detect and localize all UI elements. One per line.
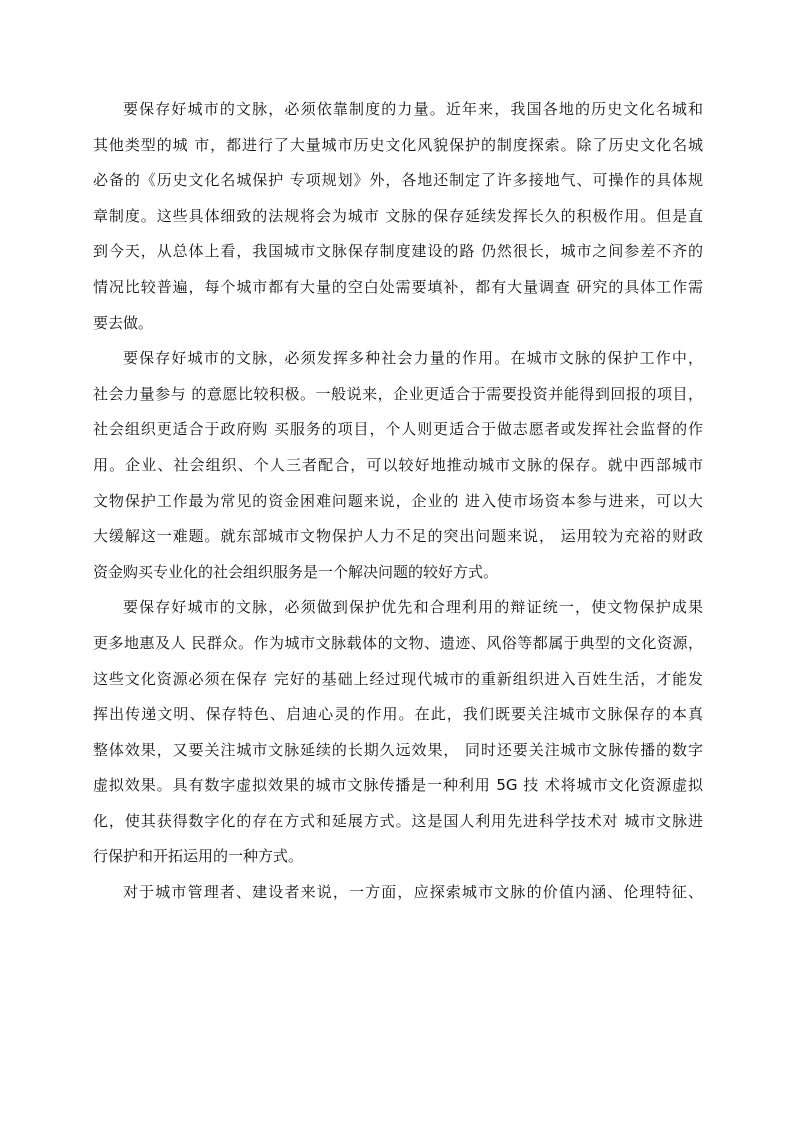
article-body — [93, 92, 703, 911]
text-line: 化，使其获得数字化的存在方式和延展方式。这是国人利用先进科学技术对 城市文脉进 — [93, 811, 703, 830]
text-line: 文物保护工作最为常见的资金困难问题来说，企业的 进入使市场资本参与进来，可以大 — [93, 491, 703, 510]
text-line: 更多地惠及人 民群众。作为城市文脉载体的文物、遗迹、风俗等都属于典型的文化资源， — [93, 633, 703, 652]
text-line: 社会组织更适合于政府购 买服务的项目，个人则更适合于做志愿者或发挥社会监督的作 — [93, 420, 703, 439]
text-line: 社会力量参与 的意愿比较积极。一般说来，企业更适合于需要投资并能得到回报的项目， — [93, 384, 703, 403]
text-line: 对于城市管理者、建设者来说，一方面，应探索城市文脉的价值内涵、伦理特征、 — [123, 883, 703, 902]
text-line: 虚拟效果。具有数字虚拟效果的城市文脉传播是一种利用 5G 技 术将城市文化资源虚拟 — [93, 776, 703, 795]
text-line: 行保护和开拓运用的一种方式。 — [93, 847, 304, 866]
paragraph-managers — [93, 875, 703, 911]
text-line: 资金购买专业化的社会组织服务是一个解决问题的较好方式。 — [93, 562, 499, 581]
text-line: 要保存好城市的文脉，必须发挥多种社会力量的作用。在城市文脉的保护工作中， — [123, 349, 703, 368]
text-line: 挥出传递文明、保存特色、启迪心灵的作用。在此，我们既要关注城市文脉保存的本真 — [93, 705, 703, 724]
text-line: 要保存好城市的文脉，必须做到保护优先和合理利用的辩证统一，使文物保护成果 — [123, 598, 703, 617]
paragraph-institutions — [93, 92, 703, 341]
text-line: 大缓解这一难题。就东部城市文物保护人力不足的突出问题来说， 运用较为充裕的财政 — [93, 527, 703, 546]
paragraph-protection-use — [93, 590, 703, 875]
text-line: 其他类型的城 市，都进行了大量城市历史文化风貌保护的制度探索。除了历史文化名城 — [93, 135, 703, 154]
text-line: 用。企业、社会组织、个人三者配合，可以较好地推动城市文脉的保存。就中西部城市 — [93, 455, 703, 474]
text-line: 整体效果，又要关注城市文脉延续的长期久远效果， 同时还要关注城市文脉传播的数字 — [93, 740, 703, 759]
text-line: 必备的《历史文化名城保护 专项规划》外，各地还制定了许多接地气、可操作的具体规 — [93, 171, 703, 190]
text-line: 要保存好城市的文脉，必须依靠制度的力量。近年来，我国各地的历史文化名城和 — [123, 100, 703, 118]
text-line: 这些文化资源必须在保存 完好的基础上经过现代城市的重新组织进入百姓生活，才能发 — [93, 669, 703, 688]
text-line: 情况比较普遍，每个城市都有大量的空白处需要填补，都有大量调查 研究的具体工作需 — [93, 277, 703, 296]
text-line: 到今天，从总体上看，我国城市文脉保存制度建设的路 仍然很长，城市之间参差不齐的 — [93, 242, 703, 261]
text-line: 要去做。 — [93, 313, 154, 332]
text-line: 章制度。这些具体细致的法规将会为城市 文脉的保存延续发挥长久的积极作用。但是直 — [93, 206, 703, 225]
paragraph-social-forces — [93, 341, 703, 590]
